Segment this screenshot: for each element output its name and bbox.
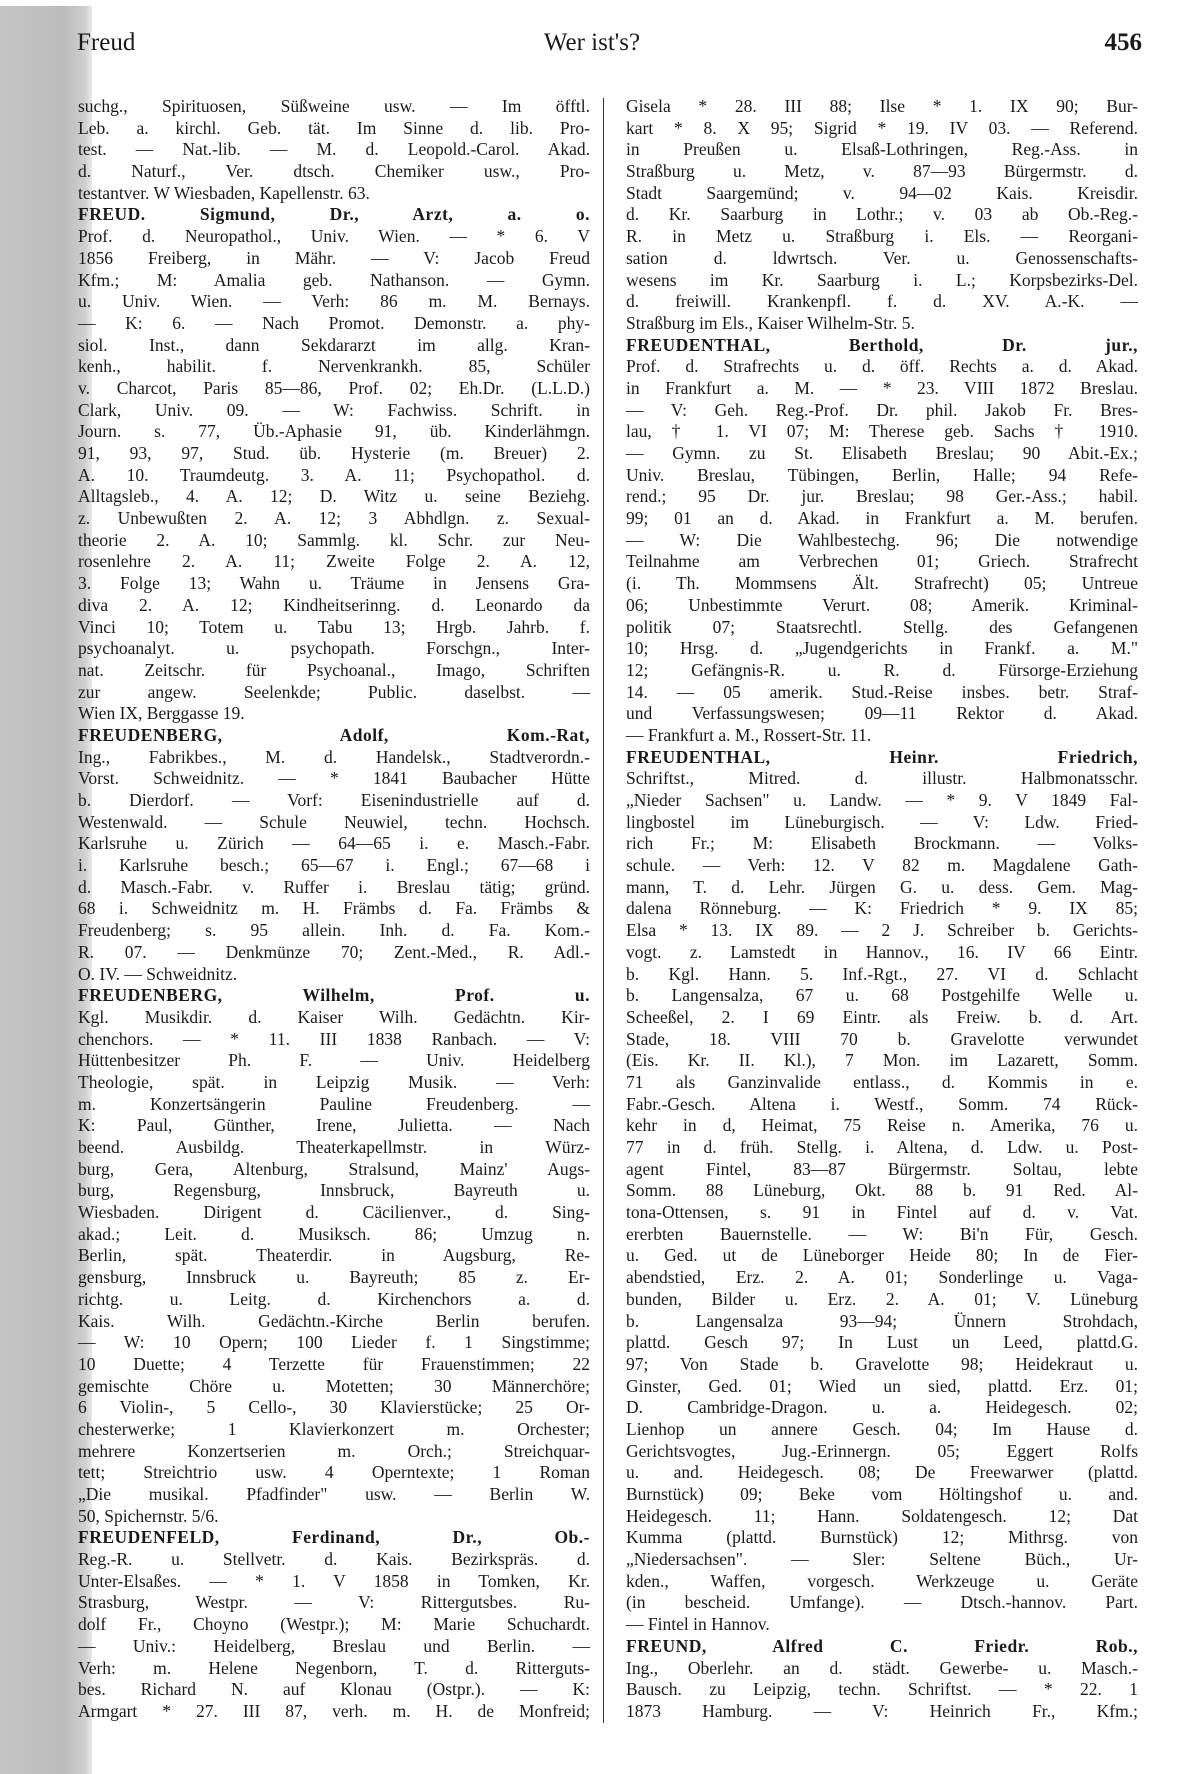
left-column xyxy=(78,96,590,1723)
text-line: Ing., Fabrikbes., M. d. Handelsk., Stadtverordn.- xyxy=(78,746,590,767)
text-line: 77 in d. früh. Stellg. i. Altena, d. Ldw. u. Post- xyxy=(626,1137,1138,1157)
column-divider xyxy=(603,98,604,1723)
text-line: Armgart * 27. III 87, verh. m. H. de Monfreid; xyxy=(78,1700,590,1721)
text-line: 06; Unbestimmte Verurt. 08; Amerik. Kriminal- xyxy=(626,594,1138,615)
text-line: Clark, Univ. 09. — W: Fachwiss. Schrift. in xyxy=(78,399,590,420)
text-line: tett; Streichtrio usw. 4 Operntexte; 1 Roman xyxy=(78,1462,590,1483)
text-line: testantver. W Wiesbaden, Kapellenstr. 63. xyxy=(78,182,370,203)
text-line: mehrere Konzertserien m. Orch.; Streichquar- xyxy=(78,1440,590,1461)
text-line: d. Masch.-Fabr. v. Ruffer i. Breslau tätig; gründ. xyxy=(78,876,590,897)
text-line: Teilnahme am Verbrechen 01; Griech. Strafrecht xyxy=(626,551,1138,572)
text-line: mann, T. d. Lehr. Jürgen G. u. dess. Gem. Mag- xyxy=(626,876,1138,897)
text-line: d. Kr. Saarburg in Lothr.; v. 03 ab Ob.-Reg.- xyxy=(626,204,1138,225)
running-title: Wer ist's? xyxy=(543,29,641,56)
text-line: Kais. Wilh. Gedächtn.-Kirche Berlin berufen. xyxy=(78,1310,590,1331)
text-line: O. IV. — Schweidnitz. xyxy=(78,963,238,984)
text-line: psychoanalyt. u. psychopath. Forschgn., Inter- xyxy=(78,638,590,659)
entry-heading: FREUDENBERG, Adolf, Kom.-Rat, xyxy=(78,724,590,745)
text-line: d. freiwill. Krankenpfl. f. d. XV. A.-K. — xyxy=(626,291,1138,312)
text-line: Heidegesch. 11; Hann. Soldatengesch. 12; Dat xyxy=(626,1505,1138,1526)
text-line: — V: Geh. Reg.-Prof. Dr. phil. Jakob Fr. Bres- xyxy=(626,399,1138,420)
text-line: siol. Inst., dann Sekdararzt im allg. Kran- xyxy=(78,334,590,355)
text-line: in Preußen u. Elsaß-Lothringen, Reg.-Ass. in xyxy=(626,139,1138,160)
text-line: burg, Gera, Altenburg, Stralsund, Mainz' Augs- xyxy=(78,1158,590,1179)
text-line: Ing., Oberlehr. an d. städt. Gewerbe- u. Masch.- xyxy=(626,1657,1138,1678)
text-line: — K: 6. — Nach Promot. Demonstr. a. phy- xyxy=(78,312,590,333)
entry-heading: FREUND, Alfred C. Friedr. Rob., xyxy=(626,1635,1138,1656)
text-line: plattd. Gesch 97; In Lust un Leed, plattd.G. xyxy=(626,1332,1138,1353)
text-line: bes. Richard N. auf Klonau (Ostpr.). — K: xyxy=(78,1679,590,1700)
text-line: 91, 93, 97, Stud. üb. Hysterie (m. Breuer) 2. xyxy=(78,443,590,463)
text-line: Burnstück) 09; Beke vom Höltingshof u. and. xyxy=(626,1484,1138,1504)
text-line: burg, Regensburg, Innsbruck, Bayreuth u. xyxy=(78,1180,590,1201)
text-line: suchg., Spirituosen, Süßweine usw. — Im öfftl. xyxy=(78,96,590,116)
page-number: 456 xyxy=(1104,29,1142,56)
text-line: Strasburg, Westpr. — V: Rittergutsbes. Ru- xyxy=(78,1592,590,1613)
entry-heading: FREUDENFELD, Ferdinand, Dr., Ob.- xyxy=(78,1527,590,1548)
text-line: Wiesbaden. Dirigent d. Cäcilienver., d. Sing- xyxy=(78,1202,590,1223)
text-line: b. Kgl. Hann. 5. Inf.-Rgt., 27. VI d. Schlacht xyxy=(626,963,1138,984)
text-line: d. Naturf., Ver. dtsch. Chemiker usw., Pro- xyxy=(78,161,590,182)
entry-heading: FREUDENTHAL, Heinr. Friedrich, xyxy=(626,746,1138,767)
text-line: lingbostel im Lüneburgisch. — V: Ldw. Fried- xyxy=(626,811,1138,832)
text-line: Reg.-R. u. Stellvetr. d. Kais. Bezirkspräs. d. xyxy=(78,1549,590,1570)
text-line: 50, Spichernstr. 5/6. xyxy=(78,1505,219,1526)
text-line: Leb. a. kirchl. Geb. tät. Im Sinne d. lib. Pro- xyxy=(78,117,590,138)
entry-heading: FREUD. Sigmund, Dr., Arzt, a. o. xyxy=(78,204,590,225)
text-line: Karlsruhe u. Zürich — 64—65 i. e. Masch.-Fabr. xyxy=(78,833,590,854)
text-line: b. Langensalza, 67 u. 68 Postgehilfe Welle u. xyxy=(626,985,1138,1006)
text-line: Elsa * 13. IX 89. — 2 J. Schreiber b. Gerichts- xyxy=(626,920,1138,941)
text-line: i. Karlsruhe besch.; 65—67 i. Engl.; 67—68 i xyxy=(78,855,590,876)
text-line: Univ. Breslau, Tübingen, Berlin, Halle; 94 Refe- xyxy=(626,464,1138,485)
text-line: dolf Fr., Choyno (Westpr.); M: Marie Schuchardt. xyxy=(78,1614,590,1635)
text-line: bunden, Bilder u. Erz. 2. A. 01; V. Lüneburg xyxy=(626,1288,1138,1309)
text-line: Verh: m. Helene Negenborn, T. d. Ritterguts- xyxy=(78,1657,590,1678)
text-line: Unter-Elsaßes. — * 1. V 1858 in Tomken, Kr. xyxy=(78,1570,590,1591)
text-line: Bausch. zu Leipzig, techn. Schriftst. — * 22. 1 xyxy=(626,1679,1138,1700)
text-line: — Fintel in Hannov. xyxy=(626,1614,770,1635)
text-line: — W: Die Wahlbestechg. 96; Die notwendige xyxy=(626,529,1138,550)
text-line: gensburg, Innsbruck u. Bayreuth; 85 z. Er- xyxy=(78,1267,590,1288)
text-line: Schriftst., Mitred. d. illustr. Halbmonatsschr. xyxy=(626,768,1138,789)
text-line: Scheeßel, 2. I 69 Eintr. als Freiw. b. d. Art. xyxy=(626,1006,1138,1027)
text-line: zur angew. Seelenkde; Public. daselbst. — xyxy=(78,681,590,702)
text-line: R. 07. — Denkmünze 70; Zent.-Med., R. Adl.- xyxy=(78,941,590,962)
text-line: D. Cambridge-Dragon. u. a. Heidegesch. 02; xyxy=(626,1397,1138,1418)
text-line: nat. Zeitschr. für Psychoanal., Imago, Schriften xyxy=(78,659,590,680)
text-line: diva 2. A. 12; Kindheitserinng. d. Leonardo da xyxy=(78,594,590,615)
text-line: kart * 8. X 95; Sigrid * 19. IV 03. — Referend. xyxy=(626,117,1138,138)
text-line: — Univ.: Heidelberg, Breslau und Berlin. — xyxy=(78,1635,590,1656)
text-line: „Niedersachsen". — Sler: Seltene Büch., Ur- xyxy=(626,1549,1138,1570)
text-line: 68 i. Schweidnitz m. H. Främbs d. Fa. Främbs & xyxy=(78,898,590,919)
text-line: und Verfassungswesen; 09—11 Rektor d. Akad. xyxy=(626,703,1138,724)
text-line: 14. — 05 amerik. Stud.-Reise insbes. betr. Straf- xyxy=(626,681,1138,702)
text-line: (Eis. Kr. II. Kl.), 7 Mon. im Lazarett, Somm. xyxy=(626,1050,1138,1071)
text-line: 3. Folge 13; Wahn u. Träume in Jensens Gra- xyxy=(78,573,590,594)
text-line: dalena Rönneburg. — K: Friedrich * 9. IX 85; xyxy=(626,898,1138,919)
text-line: v. Charcot, Paris 85—86, Prof. 02; Eh.Dr. (L.L.D.) xyxy=(78,377,590,398)
text-line: Prof. d. Neuropathol., Univ. Wien. — * 6. V xyxy=(78,226,590,247)
text-line: Kumma (plattd. Burnstück) 12; Mithrsg. von xyxy=(626,1527,1138,1548)
text-line: sation d. ldwrtsch. Ver. u. Genossenschafts- xyxy=(626,247,1138,268)
text-line: Wien IX, Berggasse 19. xyxy=(78,703,245,724)
text-line: 12; Gefängnis-R. u. R. d. Fürsorge-Erziehung xyxy=(626,659,1138,680)
entry-heading: FREUDENTHAL, Berthold, Dr. jur., xyxy=(626,334,1138,355)
text-line: Ginster, Ged. 01; Wied un sied, plattd. Erz. 01; xyxy=(626,1375,1138,1396)
text-line: Vorst. Schweidnitz. — * 1841 Baubacher Hütte xyxy=(78,768,590,789)
text-line: 10 Duette; 4 Terzette für Frauenstimmen; 22 xyxy=(78,1353,590,1374)
text-line: Kfm.; M: Amalia geb. Nathanson. — Gymn. xyxy=(78,269,590,290)
text-line: Berlin, spät. Theaterdir. in Augsburg, Re- xyxy=(78,1245,590,1266)
text-line: (in bescheid. Umfange). — Dtsch.-hannov. Part. xyxy=(626,1592,1138,1613)
text-line: 6 Violin-, 5 Cello-, 30 Klavierstücke; 25 Or- xyxy=(78,1397,590,1418)
text-line: Gisela * 28. III 88; Ilse * 1. IX 90; Bur- xyxy=(626,96,1138,116)
text-line: Stade, 18. VIII 70 b. Gravelotte verwundet xyxy=(626,1028,1138,1049)
text-line: 1873 Hamburg. — V: Heinrich Fr., Kfm.; xyxy=(626,1700,1138,1721)
text-line: Journ. s. 77, Üb.-Aphasie 91, üb. Kinderlähmgn. xyxy=(78,421,590,442)
text-line: schule. — Verh: 12. V 82 m. Magdalene Gath- xyxy=(626,855,1138,876)
text-line: Somm. 88 Lüneburg, Okt. 88 b. 91 Red. Al- xyxy=(626,1180,1138,1201)
text-line: „Nieder Sachsen" u. Landw. — * 9. V 1849 Fal- xyxy=(626,790,1138,810)
text-line: Stadt Saargemünd; v. 94—02 Kais. Kreisdir. xyxy=(626,182,1138,203)
text-line: kehr in d, Heimat, 75 Reise n. Amerika, 76 u. xyxy=(626,1115,1138,1136)
text-line: A. 10. Traumdeutg. 3. A. 11; Psychopathol. d. xyxy=(78,464,590,485)
text-line: 97; Von Stade b. Gravelotte 98; Heidekraut u. xyxy=(626,1353,1138,1374)
text-line: m. Konzertsängerin Pauline Freudenberg. — xyxy=(78,1093,590,1114)
text-line: richtg. u. Leitg. d. Kirchenchors a. d. xyxy=(78,1288,590,1309)
text-line: akad.; Leit. d. Musiksch. 86; Umzug n. xyxy=(78,1223,590,1244)
text-line: ererbten Bauernstelle. — W: Bi'n Für, Gesch. xyxy=(626,1223,1138,1244)
text-line: — Frankfurt a. M., Rossert-Str. 11. xyxy=(626,724,872,745)
text-line: b. Dierdorf. — Vorf: Eisenindustrielle auf d. xyxy=(78,790,590,810)
right-column xyxy=(626,96,1138,1723)
text-line: „Die musikal. Pfadfinder" usw. — Berlin W. xyxy=(78,1484,590,1504)
text-line: tona-Ottensen, s. 91 in Fintel auf d. v. Vat. xyxy=(626,1202,1138,1223)
entry-heading: FREUDENBERG, Wilhelm, Prof. u. xyxy=(78,985,590,1006)
text-line: chesterwerke; 1 Klavierkonzert m. Orchester; xyxy=(78,1418,590,1439)
text-line: test. — Nat.-lib. — M. d. Leopold.-Carol. Akad. xyxy=(78,139,590,160)
text-line: rosenlehre 2. A. 11; Zweite Folge 2. A. 12, xyxy=(78,551,590,572)
text-line: Kgl. Musikdir. d. Kaiser Wilh. Gedächtn. Kir- xyxy=(78,1006,590,1027)
text-line: gemischte Chöre u. Motetten; 30 Männerchöre; xyxy=(78,1375,590,1396)
text-line: (i. Th. Mommsens Ält. Strafrecht) 05; Untreue xyxy=(626,573,1138,594)
text-line: rich Fr.; M: Elisabeth Brockmann. — Volks- xyxy=(626,833,1138,854)
text-line: in Frankfurt a. M. — * 23. VIII 1872 Breslau. xyxy=(626,377,1138,398)
running-head-keyword: Freud xyxy=(77,29,136,56)
text-line: Westenwald. — Schule Neuwiel, techn. Hochsch. xyxy=(78,811,590,832)
text-line: Vinci 10; Totem u. Tabu 13; Hrgb. Jahrb. f. xyxy=(78,616,590,637)
text-line: 71 als Ganzinvalide entlass., d. Kommis in e. xyxy=(626,1071,1138,1092)
text-line: rend.; 95 Dr. jur. Breslau; 98 Ger.-Ass.; habil. xyxy=(626,486,1138,507)
text-line: Lienhop un annere Gesch. 04; Im Hause d. xyxy=(626,1418,1138,1439)
text-line: Prof. d. Strafrechts u. d. öff. Rechts a. d. Akad. xyxy=(626,356,1138,377)
text-line: 10; Hrsg. d. „Jugendgerichts in Frankf. a. M." xyxy=(626,638,1138,659)
text-line: Gerichtsvogtes, Jug.-Erinnergn. 05; Eggert Rolfs xyxy=(626,1440,1138,1461)
text-line: Hüttenbesitzer Ph. F. — Univ. Heidelberg xyxy=(78,1050,590,1071)
text-line: kden., Waffen, vorgesch. Werkzeuge u. Geräte xyxy=(626,1570,1138,1591)
text-line: politik 07; Staatsrechtl. Stellg. des Gefangenen xyxy=(626,616,1138,637)
text-line: wesens im Kr. Saarburg i. L.; Korpsbezirks-Del. xyxy=(626,269,1138,290)
text-line: vogt. z. Lamstedt in Hannov., 16. IV 66 Eintr. xyxy=(626,941,1138,962)
text-line: K: Paul, Günther, Irene, Julietta. — Nach xyxy=(78,1115,590,1136)
text-line: R. in Metz u. Straßburg i. Els. — Reorgani- xyxy=(626,226,1138,247)
text-line: theorie 2. A. 10; Sammlg. kl. Schr. zur Neu- xyxy=(78,529,590,550)
text-line: kenh., habilit. f. Nervenkrankh. 85, Schüler xyxy=(78,356,590,377)
text-line: Theologie, spät. in Leipzig Musik. — Verh: xyxy=(78,1071,590,1092)
text-line: Straßburg im Els., Kaiser Wilhelm-Str. 5. xyxy=(626,312,915,333)
text-line: b. Langensalza 93—94; Ünnern Strohdach, xyxy=(626,1310,1138,1331)
text-line: u. Univ. Wien. — Verh: 86 m. M. Bernays. xyxy=(78,291,590,312)
text-line: — W: 10 Opern; 100 Lieder f. 1 Singstimme; xyxy=(78,1332,590,1353)
text-line: 1856 Freiberg, in Mähr. — V: Jacob Freud xyxy=(78,247,590,268)
text-line: beend. Ausbildg. Theaterkapellmstr. in Würz- xyxy=(78,1137,590,1157)
text-line: 99; 01 an d. Akad. in Frankfurt a. M. berufen. xyxy=(626,508,1138,529)
text-line: u. Ged. ut de Lüneborger Heide 80; In de Fier- xyxy=(626,1245,1138,1266)
text-line: Straßburg u. Metz, v. 87—93 Bürgermstr. d. xyxy=(626,161,1138,182)
text-line: agent Fintel, 83—87 Bürgermstr. Soltau, lebte xyxy=(626,1158,1138,1179)
text-line: lau, † 1. VI 07; M: Therese geb. Sachs † 1910. xyxy=(626,421,1138,442)
text-line: u. and. Heidegesch. 08; De Freewarwer (plattd. xyxy=(626,1462,1138,1483)
text-line: z. Unbewußten 2. A. 12; 3 Abhdlgn. z. Sexual- xyxy=(78,508,590,529)
text-line: Fabr.-Gesch. Altena i. Westf., Somm. 74 Rück- xyxy=(626,1093,1138,1114)
text-line: abendstied, Erz. 2. A. 01; Sonderlinge u. Vaga- xyxy=(626,1267,1138,1288)
text-line: — Gymn. zu St. Elisabeth Breslau; 90 Abit.-Ex.; xyxy=(626,443,1138,463)
text-line: Freudenberg; s. 95 allein. Inh. d. Fa. Kom.- xyxy=(78,920,590,941)
text-line: chenchors. — * 11. III 1838 Ranbach. — V: xyxy=(78,1028,590,1049)
text-line: Alltagsleb., 4. A. 12; D. Witz u. seine Beziehg. xyxy=(78,486,590,507)
